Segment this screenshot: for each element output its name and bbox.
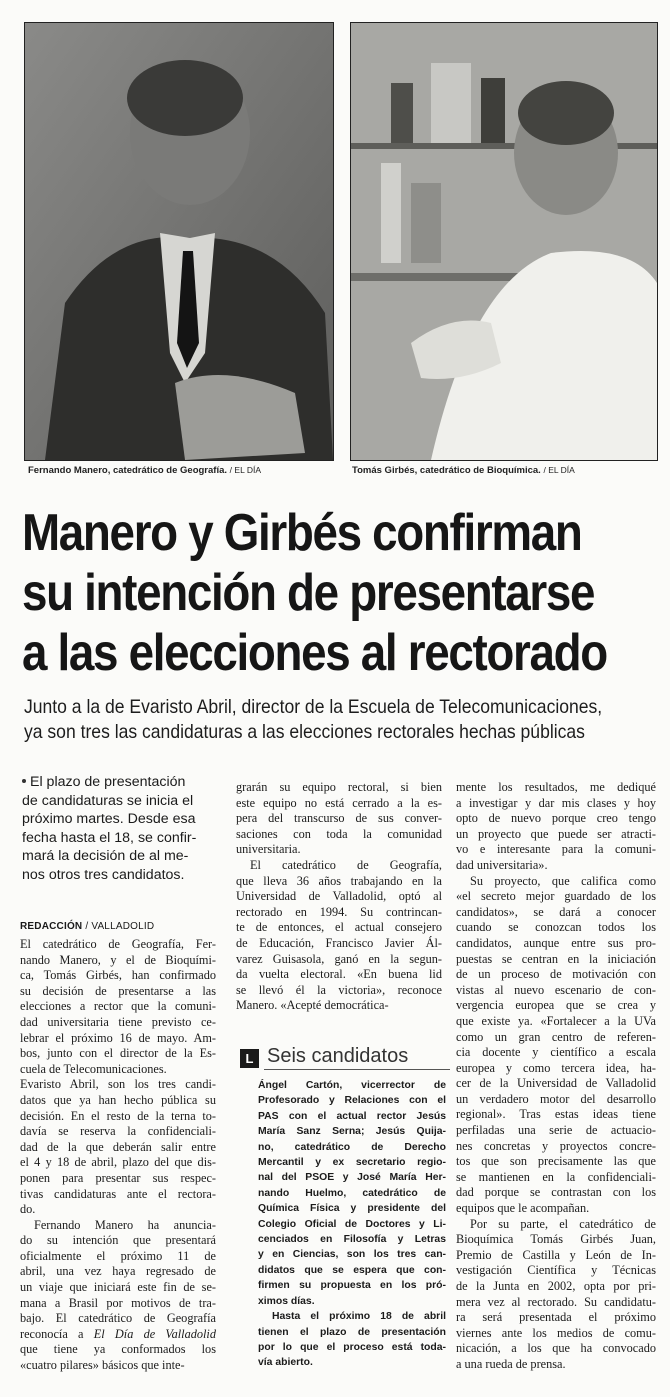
text-line: Fernando Manero ha anuncia- (34, 1217, 216, 1232)
text-line: da vuelta electoral. «En buena lid (236, 967, 442, 982)
text-line: se mantienen en la confidenciali- (456, 1169, 656, 1184)
lead-summary (22, 773, 212, 885)
text-line: te de entonces, el actual consejero (236, 920, 442, 935)
text-line: ra será presentada el próximo (456, 1310, 656, 1325)
text-line: ponen para presentar sus respec- (20, 1170, 216, 1185)
photo-credit-right: / EL DÍA (543, 465, 575, 475)
text-line: oficialmente el próximo 11 de (20, 1248, 216, 1263)
photo-tomas-girbes (350, 22, 658, 461)
text-line: ximos días. (258, 1295, 315, 1307)
text-line: vestigación Científica y Técnicas (456, 1263, 656, 1278)
article-column-1 (20, 937, 216, 1374)
text-line: didatos que se espera que con- (258, 1264, 446, 1276)
text-line: que lleva 36 años trabajando en la (236, 873, 442, 888)
byline-city: VALLADOLID (91, 921, 155, 932)
text-line: perfiladas una serie de actuacio- (456, 1123, 656, 1138)
text-line: a investigar y dar mis clases y hoy (456, 795, 656, 810)
article-subheadline (24, 695, 603, 745)
lead-line: fecha hasta el 18, se confir- (22, 829, 197, 846)
divider (264, 1069, 450, 1070)
text-line: candidatos, aunque entre sus pro- (456, 935, 656, 950)
text-line: decisión. En el resto de la terna to- (20, 1108, 216, 1123)
text-line: tivas candidaturas ante el rectora- (20, 1186, 216, 1201)
text-line: puestas se centran en la iniciación (456, 951, 656, 966)
byline-separator: / (85, 921, 89, 932)
text-line: Ángel Cartón, vicerrector de (258, 1080, 446, 1091)
text-line: tienen el plazo de presentación (258, 1326, 446, 1338)
sidebar-box-body (258, 1078, 446, 1371)
text-line: cuando se conozcan todos los (456, 920, 656, 935)
headline-line: su intención de presentarse (22, 564, 595, 622)
text-line: PAS con el actual rector Jesús (258, 1110, 446, 1122)
text-line: mera vez al rectorado. Su candidatu- (456, 1294, 656, 1309)
text-line: Colegio Oficial de Doctores y Li- (258, 1218, 446, 1230)
subhead-line: Junto a la de Evaristo Abril, director de la Escuela de Telecomunicaciones, (24, 696, 603, 718)
text-line: abril, una vez haya regresado de (20, 1264, 216, 1279)
text-line: vistas al nuevo escenario de con- (456, 982, 656, 997)
text-line: cia docente y científico a escala (456, 1045, 656, 1060)
text-line: de Educación, Francisco Javier Ál- (236, 935, 442, 950)
text-line: regional». Tras estas ideas tiene (456, 1107, 656, 1122)
text-line: Profesorado y Relaciones con el (258, 1095, 446, 1107)
byline-section: REDACCIÓN (20, 921, 83, 932)
text-line: vo e interesante para la comuni- (456, 842, 656, 857)
photo-credit-left: / EL DÍA (229, 465, 262, 475)
text-line: dad universitaria». (456, 857, 548, 872)
text-line: dad universitaria tiene previsto ce- (20, 1014, 216, 1029)
text-line: cuela de Telecomunicaciones. (20, 1061, 167, 1076)
text-line: mana a Brasil por motivos de tra- (20, 1295, 216, 1310)
article-headline (22, 503, 607, 683)
headline-line: Manero y Girbés confirman (22, 504, 582, 562)
text-line: firmen su propuesta en los pró- (258, 1280, 446, 1292)
text-line: de la Junta en 2002, opta por pri- (456, 1279, 656, 1293)
text-line: rectorado en 1994. Su contrincan- (236, 904, 442, 919)
text-line: «el secreto mejor guardado de los (456, 889, 656, 904)
sidebar-box-title: Seis candidatos (267, 1045, 409, 1067)
text-line: pera del transcurso de sus conver- (236, 811, 442, 826)
text-line: de un proceso de motivación con (456, 967, 656, 982)
text-line: Evaristo Abril, son los tres candi- (20, 1077, 216, 1092)
lead-line: mará la decisión de al me- (22, 848, 189, 865)
text-line: un proyecto que puede ser atracti- (456, 826, 656, 841)
text-line: dad porque se contrastan con los (456, 1185, 656, 1200)
text-line: que existe ya. «Fortalecer a la UVa (456, 1013, 656, 1028)
text-line: davía se reserva la confidenciali- (20, 1124, 216, 1139)
text-line: Bioquímica Tomás Girbés Juan, (456, 1232, 656, 1247)
text-line: varez Guisasola, ganó en la segun- (236, 951, 442, 966)
text-line: Química Física y presidente del (258, 1203, 446, 1215)
text-line: su decisión de presentarse a las (20, 983, 216, 998)
text-line: equipos que le acompañan. (456, 1201, 590, 1216)
text-line: vía abierto. (258, 1357, 313, 1369)
text-line: por lo que el proceso está toda- (258, 1341, 446, 1353)
text-line: El catedrático de Geografía, (250, 857, 442, 872)
text-line: se llevó él la victoria», reconoce (236, 982, 442, 997)
text-line: nando Huelmo, catedrático de (258, 1187, 446, 1199)
text-line: a una rueda de prensa. (456, 1356, 566, 1371)
text-line: lebrar el próximo 16 de mayo. Am- (20, 1030, 216, 1045)
section-marker-icon: L (240, 1049, 259, 1068)
text-line: «cuatro pilares» básicos que inte- (20, 1358, 185, 1373)
text-line: un verdadero motor del desarrollo (456, 1091, 656, 1106)
text-line: saciones con toda la comunidad (236, 826, 442, 841)
text-line: no, catedrático de Derecho (258, 1141, 446, 1153)
text-line: nicación, a los que ha convocado (456, 1341, 656, 1356)
text-line: Hasta el próximo 18 de abril (272, 1311, 446, 1323)
subhead-line: ya son tres las candidaturas a las elecciones rectorales hechas públicas (24, 721, 585, 743)
text-line: el 4 y 18 de abril, plazo del que dis- (20, 1155, 216, 1170)
text-line: bajo. El catedrático de Geografía (20, 1311, 216, 1326)
photo-caption-left (28, 465, 261, 476)
text-line: grarán su equipo rectoral, si bien (236, 780, 442, 794)
headline-line: a las elecciones al rectorado (22, 624, 607, 682)
text-line: datos que ya han hecho pública su (20, 1092, 216, 1107)
text-line: tos que son precisamente las que (456, 1154, 656, 1169)
text-line: como un gran centro de referen- (456, 1029, 656, 1044)
text-line: Manero. «Acepté democrática- (236, 998, 389, 1013)
text-line: nando Manero, y el de Bioquími- (20, 952, 216, 967)
text-line: Por su parte, el catedrático de (470, 1216, 656, 1231)
text-line: Mercantil y ex secretario regio- (258, 1157, 446, 1169)
bullet-icon (22, 779, 26, 783)
text-line: nes concretas y proyectos concre- (456, 1138, 656, 1153)
text-line: dad de la que deberán salir entre (20, 1139, 216, 1154)
byline (20, 921, 154, 932)
caption-text-left: Fernando Manero, catedrático de Geografía. (28, 465, 228, 476)
text-line: mente los resultados, me dediqué (456, 780, 656, 794)
text-line: candidatos», se dará a conocer (456, 904, 656, 919)
article-column-3 (456, 780, 656, 1373)
text-line: Premio de Castilla y León de In- (456, 1247, 656, 1262)
lead-line: nos otros tres candidatos. (22, 866, 185, 883)
text-line: europea y como tercera idea, ha- (456, 1060, 656, 1075)
text-line: que tiene ya conformados los (20, 1342, 216, 1357)
text-line: nal del PSOE y José María Her- (258, 1172, 446, 1184)
text-line: do su intención que presentará (20, 1233, 216, 1248)
text-line: opto de nuevo porque creo tengo (456, 811, 656, 826)
text-line: un viaje que iniciará este fin de se- (20, 1280, 216, 1295)
text-line: Su proyecto, que califica como (470, 873, 656, 888)
text-line: reconocía a El Día de Valladolid (20, 1326, 216, 1341)
article-column-2 (236, 780, 442, 1014)
photo-fernando-manero (24, 22, 334, 461)
text-line: este equipo no está cerrado a la es- (236, 795, 442, 810)
newspaper-name: El Día de Valladolid (93, 1326, 216, 1341)
lead-line: de candidaturas se inicia el (22, 792, 194, 809)
text-line: universitaria. (236, 842, 301, 857)
text-line: cer de la Universidad de Valladolid (456, 1076, 656, 1091)
text-line: ca, Tomás Girbés, han confirmado (20, 968, 216, 983)
text-line: viernes ante los medios de comu- (456, 1325, 656, 1340)
text-line: María Sanz Serna; Jesús Quija- (258, 1126, 446, 1138)
text-line: Universidad de Valladolid, optó al (236, 889, 442, 904)
text-line: cenciados en Filosofía y Letras (258, 1234, 446, 1246)
text-line: do. (20, 1202, 36, 1217)
text-line: El catedrático de Geografía, Fer- (20, 937, 216, 951)
caption-text-right: Tomás Girbés, catedrático de Bioquímica. (352, 465, 541, 476)
text-line: bos, junto con el director de la Es- (20, 1046, 216, 1061)
lead-line: El plazo de presentación (22, 773, 212, 792)
lead-line: próximo martes. Desde esa (22, 811, 196, 828)
text-line: elecciones a rector que la comuni- (20, 999, 216, 1014)
text-line: vergencia europea que se crea y (456, 998, 656, 1013)
text-line: y en Ciencias, son los tres can- (258, 1249, 446, 1261)
photo-caption-right (352, 465, 575, 476)
